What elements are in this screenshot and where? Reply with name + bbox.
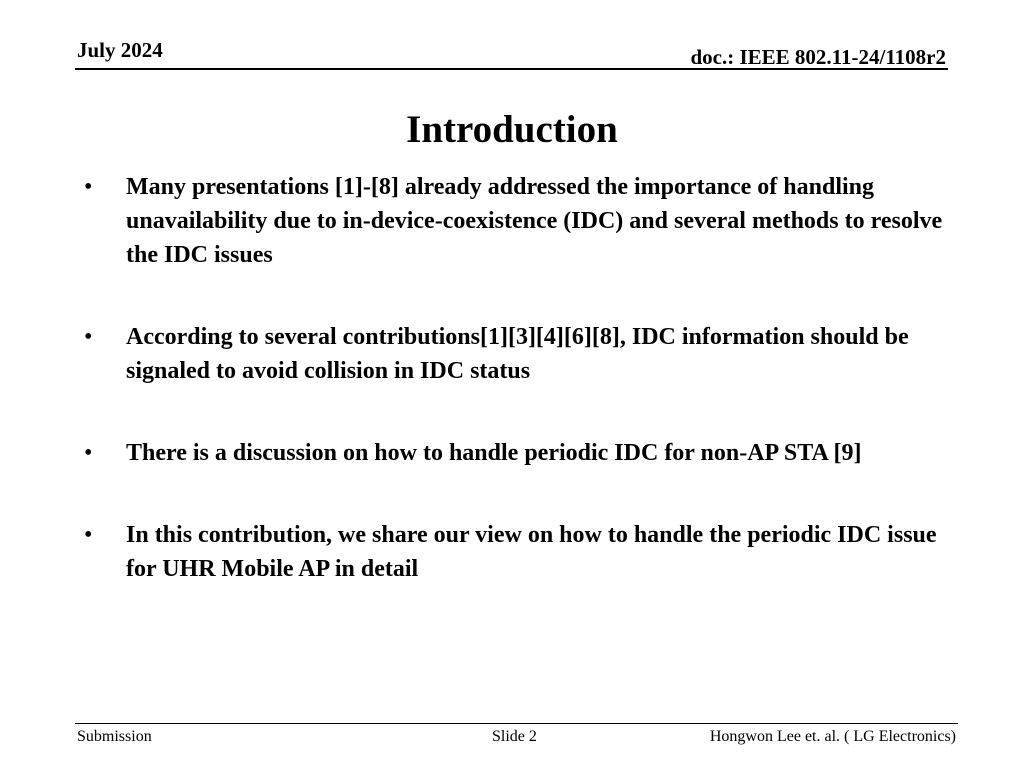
header-date: July 2024	[77, 38, 163, 62]
bullet-item	[80, 436, 950, 470]
bullet-icon: •	[84, 522, 93, 548]
bullet-item	[80, 518, 950, 586]
slide-title: Introduction	[406, 108, 618, 151]
bullet-icon: •	[84, 440, 93, 466]
header-divider	[75, 68, 948, 70]
bullet-icon: •	[84, 324, 93, 350]
bullet-text: Many presentations [1]-[8] already addressed the importance of handling unavailability due to in-device-coexistence (IDC) and several methods to resolve the IDC issues	[126, 174, 943, 268]
bullet-item	[80, 320, 950, 388]
bullet-list	[80, 170, 950, 634]
footer-divider	[75, 723, 958, 724]
bullet-text: There is a discussion on how to handle periodic IDC for non-AP STA [9]	[126, 440, 862, 466]
bullet-text: According to several contributions[1][3][4][6][8], IDC information should be signaled to avoid collision in IDC status	[126, 324, 909, 384]
footer-submission: Submission	[77, 728, 152, 745]
bullet-icon: •	[84, 174, 93, 200]
document-id: doc.: IEEE 802.11-24/1108r2	[690, 45, 946, 69]
slide-number: Slide 2	[492, 728, 537, 745]
bullet-item	[80, 170, 950, 272]
bullet-text: In this contribution, we share our view on how to handle the periodic IDC issue for UHR Mobile AP in detail	[126, 522, 937, 582]
footer-author: Hongwon Lee et. al. ( LG Electronics)	[709, 728, 956, 745]
